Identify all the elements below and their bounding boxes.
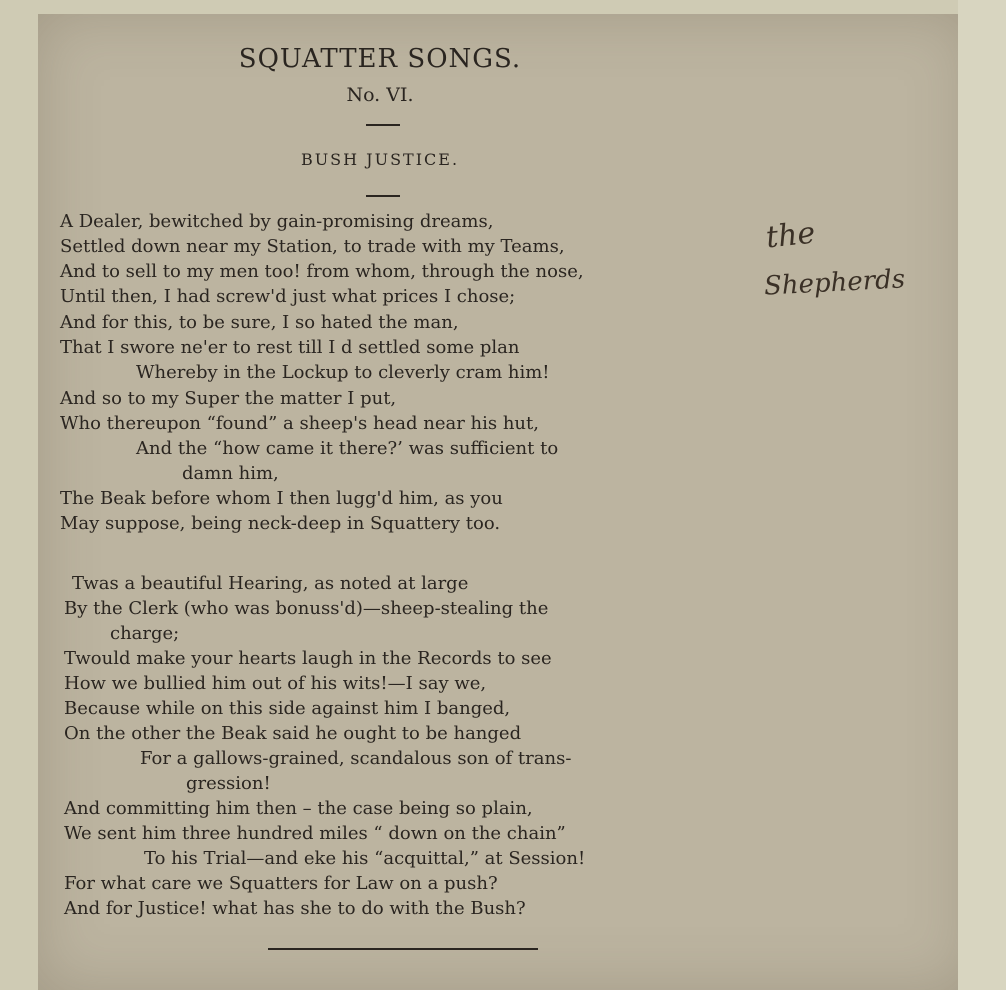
poem-line: And committing him then – the case being so plain,: [64, 798, 533, 819]
poem-line: By the Clerk (who was bonuss'd)—sheep-stealing the: [64, 598, 549, 619]
poem-line: The Beak before whom I then lugg'd him, as you: [60, 488, 503, 509]
poem-line: A Dealer, bewitched by gain-promising dreams,: [60, 211, 494, 232]
poem-line: To his Trial—and eke his “acquittal,” at Session!: [144, 848, 586, 869]
poem-line: For a gallows-grained, scandalous son of trans-: [140, 748, 572, 769]
handwritten-note: Shepherds: [763, 264, 906, 302]
poem-line: May suppose, being neck-deep in Squattery too.: [60, 513, 501, 534]
poem-line: For what care we Squatters for Law on a push?: [64, 873, 498, 894]
poem-line: On the other the Beak said he ought to be hanged: [64, 723, 522, 744]
poem-line: That I swore ne'er to rest till I d settled some plan: [60, 337, 520, 358]
poem-line: And so to my Super the matter I put,: [60, 388, 397, 409]
page-title: SQUATTER SONGS.: [238, 44, 522, 74]
poem-line: Who thereupon “found” a sheep's head near his hut,: [60, 413, 539, 434]
poem-line: Twould make your hearts laugh in the Records to see: [64, 648, 552, 669]
poem-line: We sent him three hundred miles “ down on the chain”: [64, 823, 566, 844]
poem-line: And the “how came it there?’ was sufficient to: [136, 438, 559, 459]
album-page-edge: [958, 0, 1006, 990]
poem-line: Because while on this side against him I banged,: [64, 698, 511, 719]
song-number: No. VI.: [346, 84, 414, 106]
poem-line: And for this, to be sure, I so hated the man,: [60, 312, 459, 333]
poem-line: And to sell to my men too! from whom, through the nose,: [60, 261, 584, 282]
song-subtitle: BUSH JUSTICE.: [300, 150, 460, 169]
poem-line: Until then, I had screw'd just what prices I chose;: [60, 286, 516, 307]
poem-line: Whereby in the Lockup to cleverly cram him!: [136, 362, 550, 383]
handwritten-note: the: [764, 215, 817, 256]
divider-rule: [366, 124, 400, 126]
divider-rule: [366, 195, 400, 197]
poem-line: Settled down near my Station, to trade with my Teams,: [60, 236, 565, 257]
poem-line: Twas a beautiful Hearing, as noted at large: [72, 573, 469, 594]
poem-line: gression!: [186, 773, 271, 794]
poem-line: damn him,: [182, 463, 279, 484]
poem-line: charge;: [110, 623, 180, 644]
poem-line: How we bullied him out of his wits!—I say we,: [64, 673, 487, 694]
end-rule: [268, 948, 538, 950]
poem-line: And for Justice! what has she to do with the Bush?: [64, 898, 526, 919]
